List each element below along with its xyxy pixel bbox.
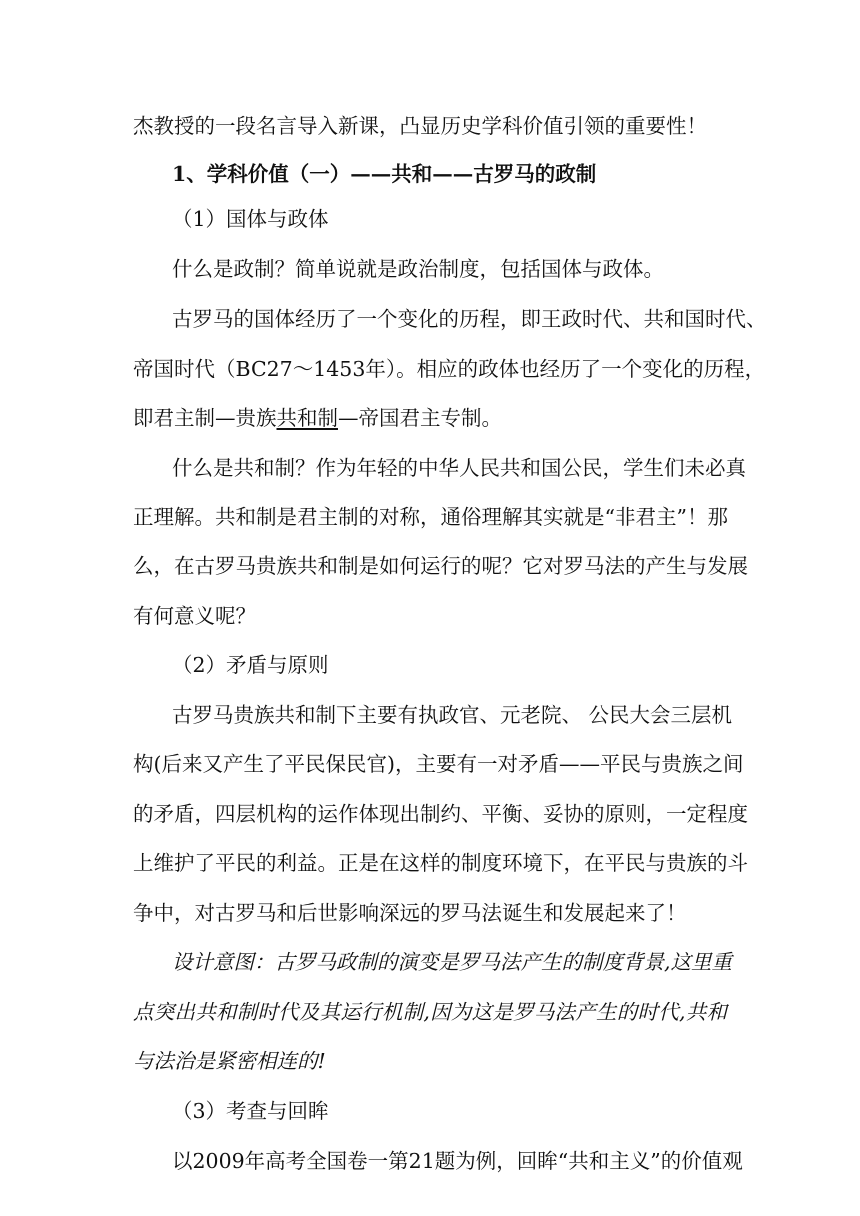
body-text: 即君主制—贵族 xyxy=(133,406,277,430)
subsection-heading: （3）考查与回眸 xyxy=(172,1099,329,1123)
body-line: 有何意义呢？ xyxy=(133,604,256,628)
body-line xyxy=(133,404,533,432)
subsection-heading: （1）国体与政体 xyxy=(172,207,329,231)
underlined-term: 共和制 xyxy=(276,406,338,430)
body-line: 上维护了平民的利益。正是在这样的制度环境下，在平民与贵族的斗 xyxy=(133,851,748,875)
subsection-heading: （2）矛盾与原则 xyxy=(172,653,329,677)
body-line: 古罗马贵族共和制下主要有执政官、元老院、 公民大会三层机 xyxy=(172,703,733,727)
design-intent-line: 点突出共和制时代及其运行机制,因为这是罗马法产生的时代,共和 xyxy=(133,1000,727,1024)
design-intent-line: 与法治是紧密相连的! xyxy=(133,1049,326,1073)
body-line: 构(后来又产生了平民保民官)，主要有一对矛盾——平民与贵族之间 xyxy=(133,752,744,776)
body-line: 争中，对古罗马和后世影响深远的罗马法诞生和发展起来了！ xyxy=(133,901,687,925)
body-line: 什么是共和制？作为年轻的中华人民共和国公民，学生们未必真 xyxy=(172,456,746,480)
body-line: 古罗马的国体经历了一个变化的历程，即王政时代、共和国时代、 xyxy=(172,307,767,331)
section-heading: 1、学科价值（一）——共和——古罗马的政制 xyxy=(172,162,597,186)
body-line: 正理解。共和制是君主制的对称，通俗理解其实就是“非君主”！那 xyxy=(133,505,728,529)
body-line: 杰教授的一段名言导入新课，凸显历史学科价值引领的重要性！ xyxy=(133,114,707,138)
body-line: 以2009年高考全国卷一第21题为例，回眸“共和主义”的价值观 xyxy=(172,1149,743,1173)
body-text: —帝国君主专制。 xyxy=(338,406,502,430)
design-intent-line: 设计意图：古罗马政制的演变是罗马法产生的制度背景,这里重 xyxy=(172,950,733,974)
body-line: 么，在古罗马贵族共和制是如何运行的呢？它对罗马法的产生与发展 xyxy=(133,554,748,578)
body-line: 帝国时代（BC27～1453年）。相应的政体也经历了一个变化的历程， xyxy=(133,357,766,381)
body-line: 什么是政制？简单说就是政治制度，包括国体与政体。 xyxy=(172,257,664,281)
body-line: 的矛盾，四层机构的运作体现出制约、平衡、妥协的原则，一定程度 xyxy=(133,802,748,826)
